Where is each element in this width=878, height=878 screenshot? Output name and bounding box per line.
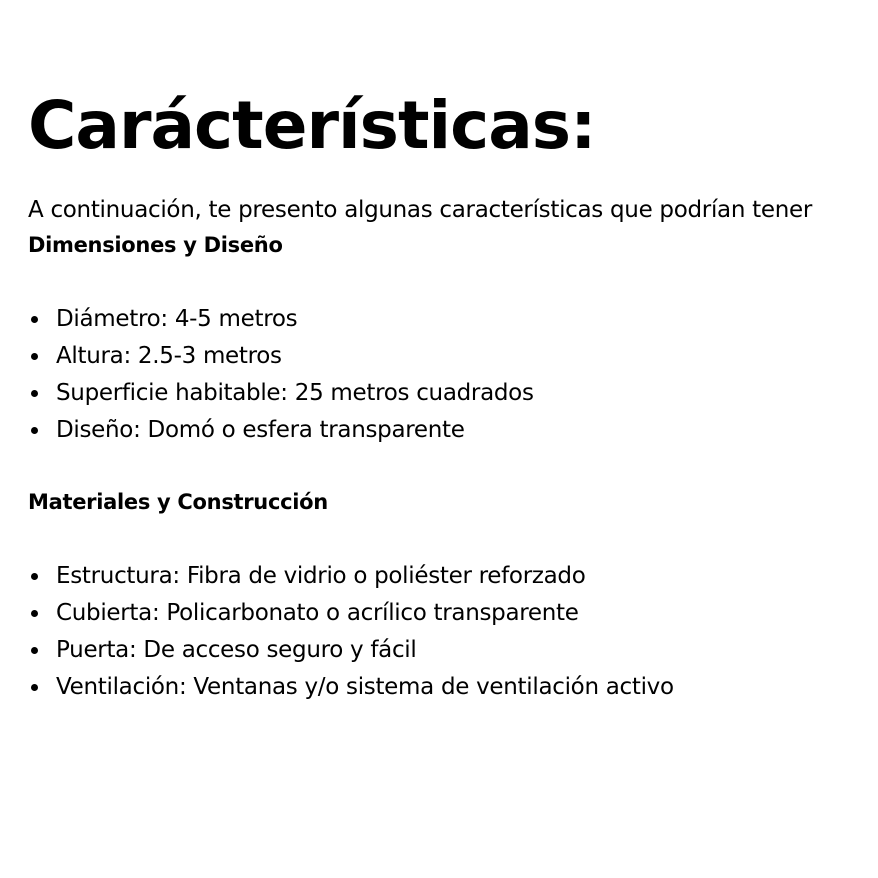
list-item xyxy=(28,559,674,596)
list-item xyxy=(28,302,534,339)
list-item xyxy=(28,413,534,450)
list-item-text: Puerta: De acceso seguro y fácil xyxy=(56,637,417,663)
section-heading-dimensiones: Dimensiones y Diseño xyxy=(28,233,283,257)
dimensiones-list xyxy=(28,302,534,450)
list-item xyxy=(28,376,534,413)
list-item-text: Ventilación: Ventanas y/o sistema de ventilación activo xyxy=(56,674,674,700)
section-heading-materiales: Materiales y Construcción xyxy=(28,490,328,514)
bullet-icon xyxy=(31,390,38,397)
bullet-icon xyxy=(31,573,38,580)
list-item xyxy=(28,339,534,376)
list-item-text: Cubierta: Policarbonato o acrílico transparente xyxy=(56,600,579,626)
list-item-text: Superficie habitable: 25 metros cuadrados xyxy=(56,380,534,406)
bullet-icon xyxy=(31,684,38,691)
list-item-text: Altura: 2.5-3 metros xyxy=(56,343,282,369)
bullet-icon xyxy=(31,427,38,434)
bullet-icon xyxy=(31,353,38,360)
intro-paragraph: A continuación, te presento algunas características que podrían tener xyxy=(28,197,812,223)
list-item xyxy=(28,633,674,670)
list-item xyxy=(28,670,674,707)
list-item-text: Diámetro: 4-5 metros xyxy=(56,306,298,332)
list-item xyxy=(28,596,674,633)
materiales-list xyxy=(28,559,674,707)
list-item-text: Diseño: Domó o esfera transparente xyxy=(56,417,465,443)
bullet-icon xyxy=(31,647,38,654)
bullet-icon xyxy=(31,610,38,617)
list-item-text: Estructura: Fibra de vidrio o poliéster reforzado xyxy=(56,563,586,589)
page-title: Carácterísticas: xyxy=(28,87,596,164)
bullet-icon xyxy=(31,316,38,323)
